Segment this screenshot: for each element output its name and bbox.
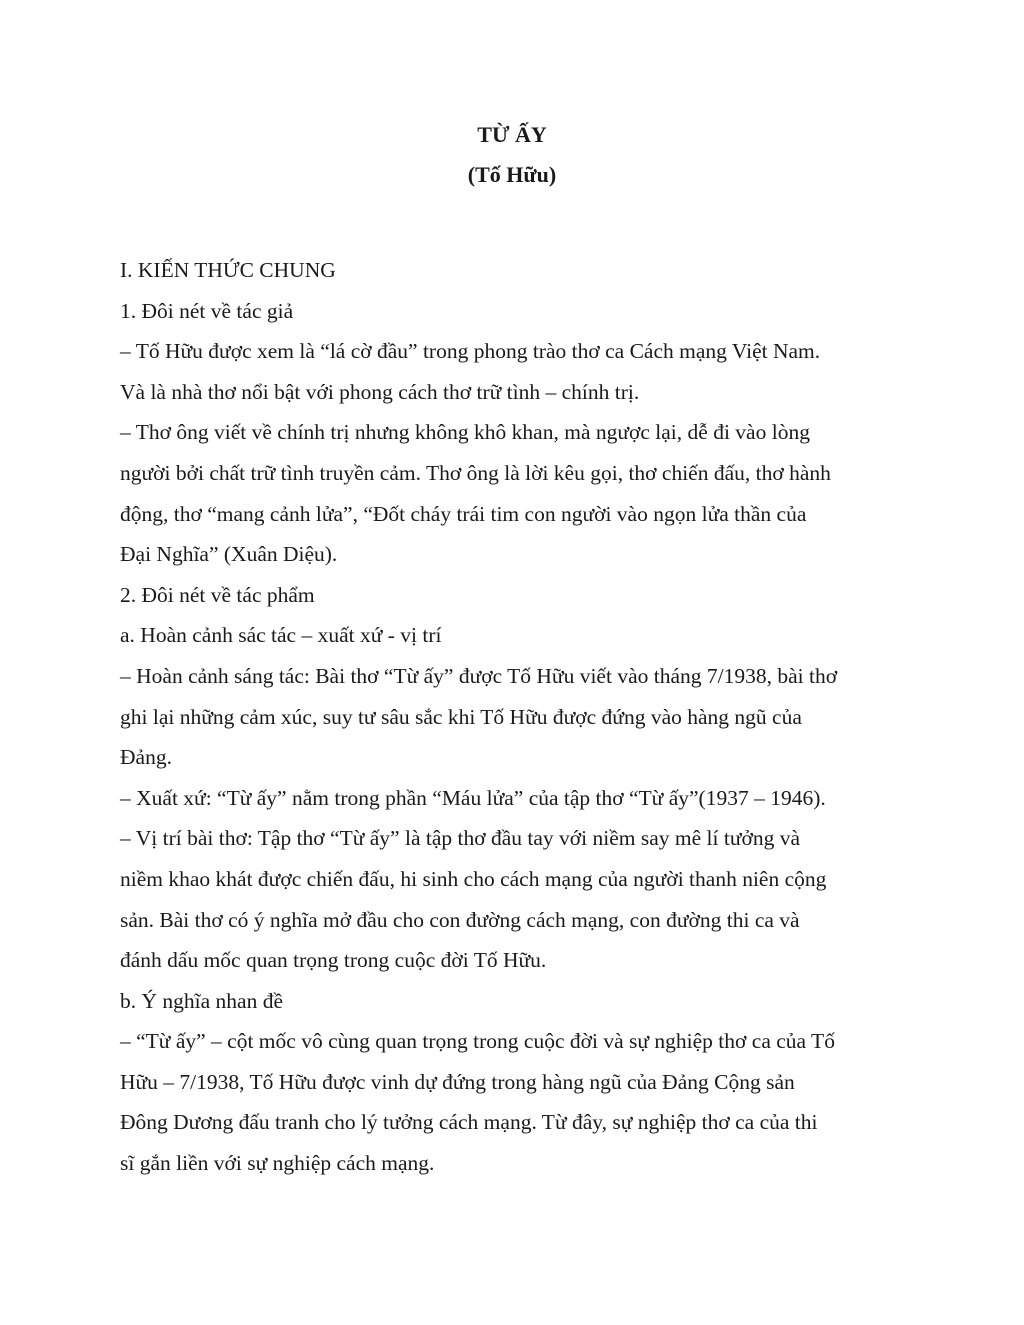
- paragraph-line: Đảng.: [120, 745, 172, 770]
- paragraph-line: – Hoàn cảnh sáng tác: Bài thơ “Từ ấy” được Tố Hữu viết vào tháng 7/1938, bài thơ: [120, 663, 838, 688]
- paragraph-line: – “Từ ấy” – cột mốc vô cùng quan trọng trong cuộc đời và sự nghiệp thơ ca của Tố: [120, 1029, 835, 1054]
- document-body: [120, 250, 910, 1184]
- section-heading: I. KIẾN THỨC CHUNG: [120, 258, 336, 282]
- subsection-heading: 1. Đôi nét về tác giả: [120, 298, 294, 323]
- subsection-heading: a. Hoàn cảnh sác tác – xuất xứ - vị trí: [120, 623, 442, 648]
- paragraph-line: đánh dấu mốc quan trọng trong cuộc đời Tố Hữu.: [120, 948, 547, 973]
- paragraph-line: niềm khao khát được chiến đấu, hi sinh cho cách mạng của người thanh niên cộng: [120, 866, 827, 891]
- document-author: (Tố Hữu): [467, 162, 557, 187]
- subsection-heading: b. Ý nghĩa nhan đề: [120, 988, 284, 1013]
- document-title: TỪ ẤY: [477, 122, 547, 147]
- paragraph-line: sĩ gắn liền với sự nghiệp cách mạng.: [120, 1151, 435, 1176]
- paragraph-line: Và là nhà thơ nổi bật với phong cách thơ trữ tình – chính trị.: [120, 379, 640, 404]
- paragraph-line: Đông Dương đấu tranh cho lý tưởng cách mạng. Từ đây, sự nghiệp thơ ca của thi: [120, 1110, 818, 1135]
- paragraph-line: – Xuất xứ: “Từ ấy” nằm trong phần “Máu lửa” của tập thơ “Từ ấy”(1937 – 1946).: [120, 785, 826, 810]
- paragraph-line: người bởi chất trữ tình truyền cảm. Thơ ông là lời kêu gọi, thơ chiến đấu, thơ hành: [120, 460, 831, 485]
- paragraph-line: – Thơ ông viết về chính trị nhưng không khô khan, mà ngược lại, dễ đi vào lòng: [120, 420, 810, 445]
- paragraph-line: động, thơ “mang cảnh lửa”, “Đốt cháy trái tim con người vào ngọn lửa thần của: [120, 501, 807, 526]
- paragraph-line: – Vị trí bài thơ: Tập thơ “Từ ấy” là tập thơ đầu tay với niềm say mê lí tưởng và: [120, 826, 801, 851]
- paragraph-line: sản. Bài thơ có ý nghĩa mở đầu cho con đường cách mạng, con đường thi ca và: [120, 907, 800, 932]
- paragraph-line: ghi lại những cảm xúc, suy tư sâu sắc khi Tố Hữu được đứng vào hàng ngũ của: [120, 704, 802, 729]
- paragraph-line: Hữu – 7/1938, Tố Hữu được vinh dự đứng trong hàng ngũ của Đảng Cộng sản: [120, 1069, 795, 1094]
- paragraph-line: – Tố Hữu được xem là “lá cờ đầu” trong phong trào thơ ca Cách mạng Việt Nam.: [120, 339, 821, 364]
- paragraph-line: Đại Nghĩa” (Xuân Diệu).: [120, 542, 338, 567]
- subsection-heading: 2. Đôi nét về tác phẩm: [120, 582, 315, 607]
